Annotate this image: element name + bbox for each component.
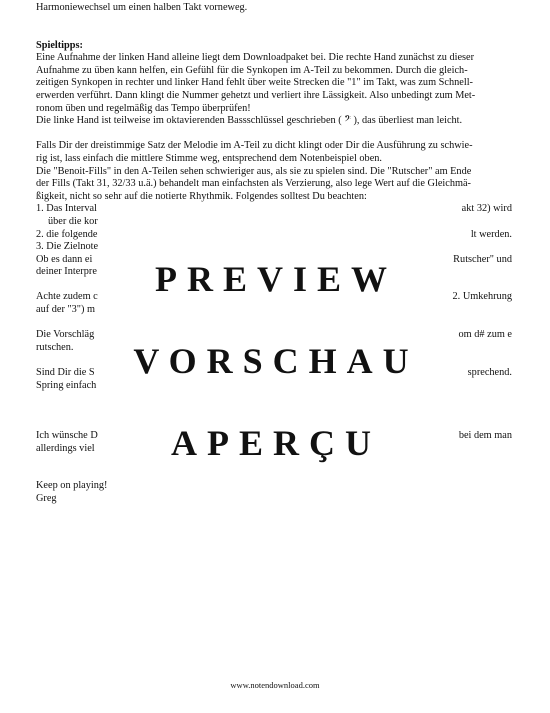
text-line: Eine Aufnahme der linken Hand alleine liegt dem Downloadpaket bei. Die rechte Hand zunächst zu dieser <box>36 52 475 64</box>
intro-line: Harmoniewechsel um einen halben Takt vorneweg. <box>36 2 248 13</box>
watermark-apercu: APERÇU <box>126 422 426 464</box>
line-start: rutschen. <box>36 341 74 353</box>
list-item-end: lt werden. <box>470 228 512 240</box>
line-start: Achte zudem c <box>36 291 98 303</box>
spieltipps-heading: Spieltipps: <box>36 39 83 51</box>
closing-line: Keep on playing! <box>36 480 108 492</box>
line-start: allerdings viel <box>36 442 95 454</box>
line-start: Die Vorschläg <box>36 329 95 341</box>
list-item-start: deiner Interpre <box>36 266 97 278</box>
list-item-start: über die kor <box>48 215 98 227</box>
list-item-end: Rutscher" und <box>453 253 512 265</box>
text-line: rig ist, lass einfach die mittlere Stimme weg, entsprechend dem Notenbeispiel oben. <box>36 152 382 164</box>
text-line: der Fills (Takt 31, 32/33 u.ä.) behandelt man einfachsten als Verzierung, also lege Wert auf die Gleichmä- <box>36 178 471 190</box>
text-line: Die "Benoit-Fills" in den A-Teilen sehen schwieriger aus, als sie zu spielen sind. Die "Rutscher" am Ende <box>36 165 472 177</box>
list-item-end: akt 32) wird <box>461 203 512 215</box>
text-line: Aufnahme zu üben kann helfen, ein Gefühl für die Synkopen im A-Teil zu bekommen. Durch die gleich- <box>36 64 468 76</box>
line-start: Sind Dir die S <box>36 367 95 379</box>
text-line: zeitigen Synkopen in rechter und linker Hand fehlt über weite Strecken die "1" im Takt, was zum Schnell- <box>36 77 473 89</box>
line-start: Ich wünsche D <box>36 430 98 441</box>
list-item-start: Ob es dann ei <box>36 253 93 265</box>
list-item-start: 2. die folgende <box>36 228 98 240</box>
line-end: om d# zum e <box>458 329 512 341</box>
text-line: ronom üben und regelmäßig das Tempo überprüfen! <box>36 102 251 114</box>
footer-url: www.notendownload.com <box>230 680 320 690</box>
watermark-preview: PREVIEW <box>126 258 426 300</box>
line-end: sprechend. <box>467 367 512 379</box>
text-line: erwerden verführt. Dann klingt die Nummer gehetzt und verliert ihre Lässigkeit. Also unbedingt zum Met- <box>36 89 476 101</box>
line-end: 2. Umkehrung <box>452 291 512 303</box>
line-end: bei dem man <box>458 430 512 441</box>
watermark-vorschau: VORSCHAU <box>106 340 446 382</box>
text-line: Falls Dir der dreistimmige Satz der Melodie im A-Teil zu dicht klingt oder Dir die Ausführung zu schwie- <box>36 140 473 152</box>
line-start: auf der "3") m <box>36 304 96 316</box>
text-line: Die linke Hand ist teilweise im oktavierenden Bassschlüssel geschrieben ( 𝄢 ), das überliest man leicht. <box>36 115 463 127</box>
signature: Greg <box>36 492 57 504</box>
line-start: Spring einfach <box>36 379 97 391</box>
list-item-start: 1. Das Interval <box>36 203 97 215</box>
list-item-start: 3. Die Zielnote <box>36 241 99 253</box>
text-line: ßigkeit, nicht so sehr auf die notierte Rhythmik. Folgendes solltest Du beachten: <box>36 190 367 202</box>
